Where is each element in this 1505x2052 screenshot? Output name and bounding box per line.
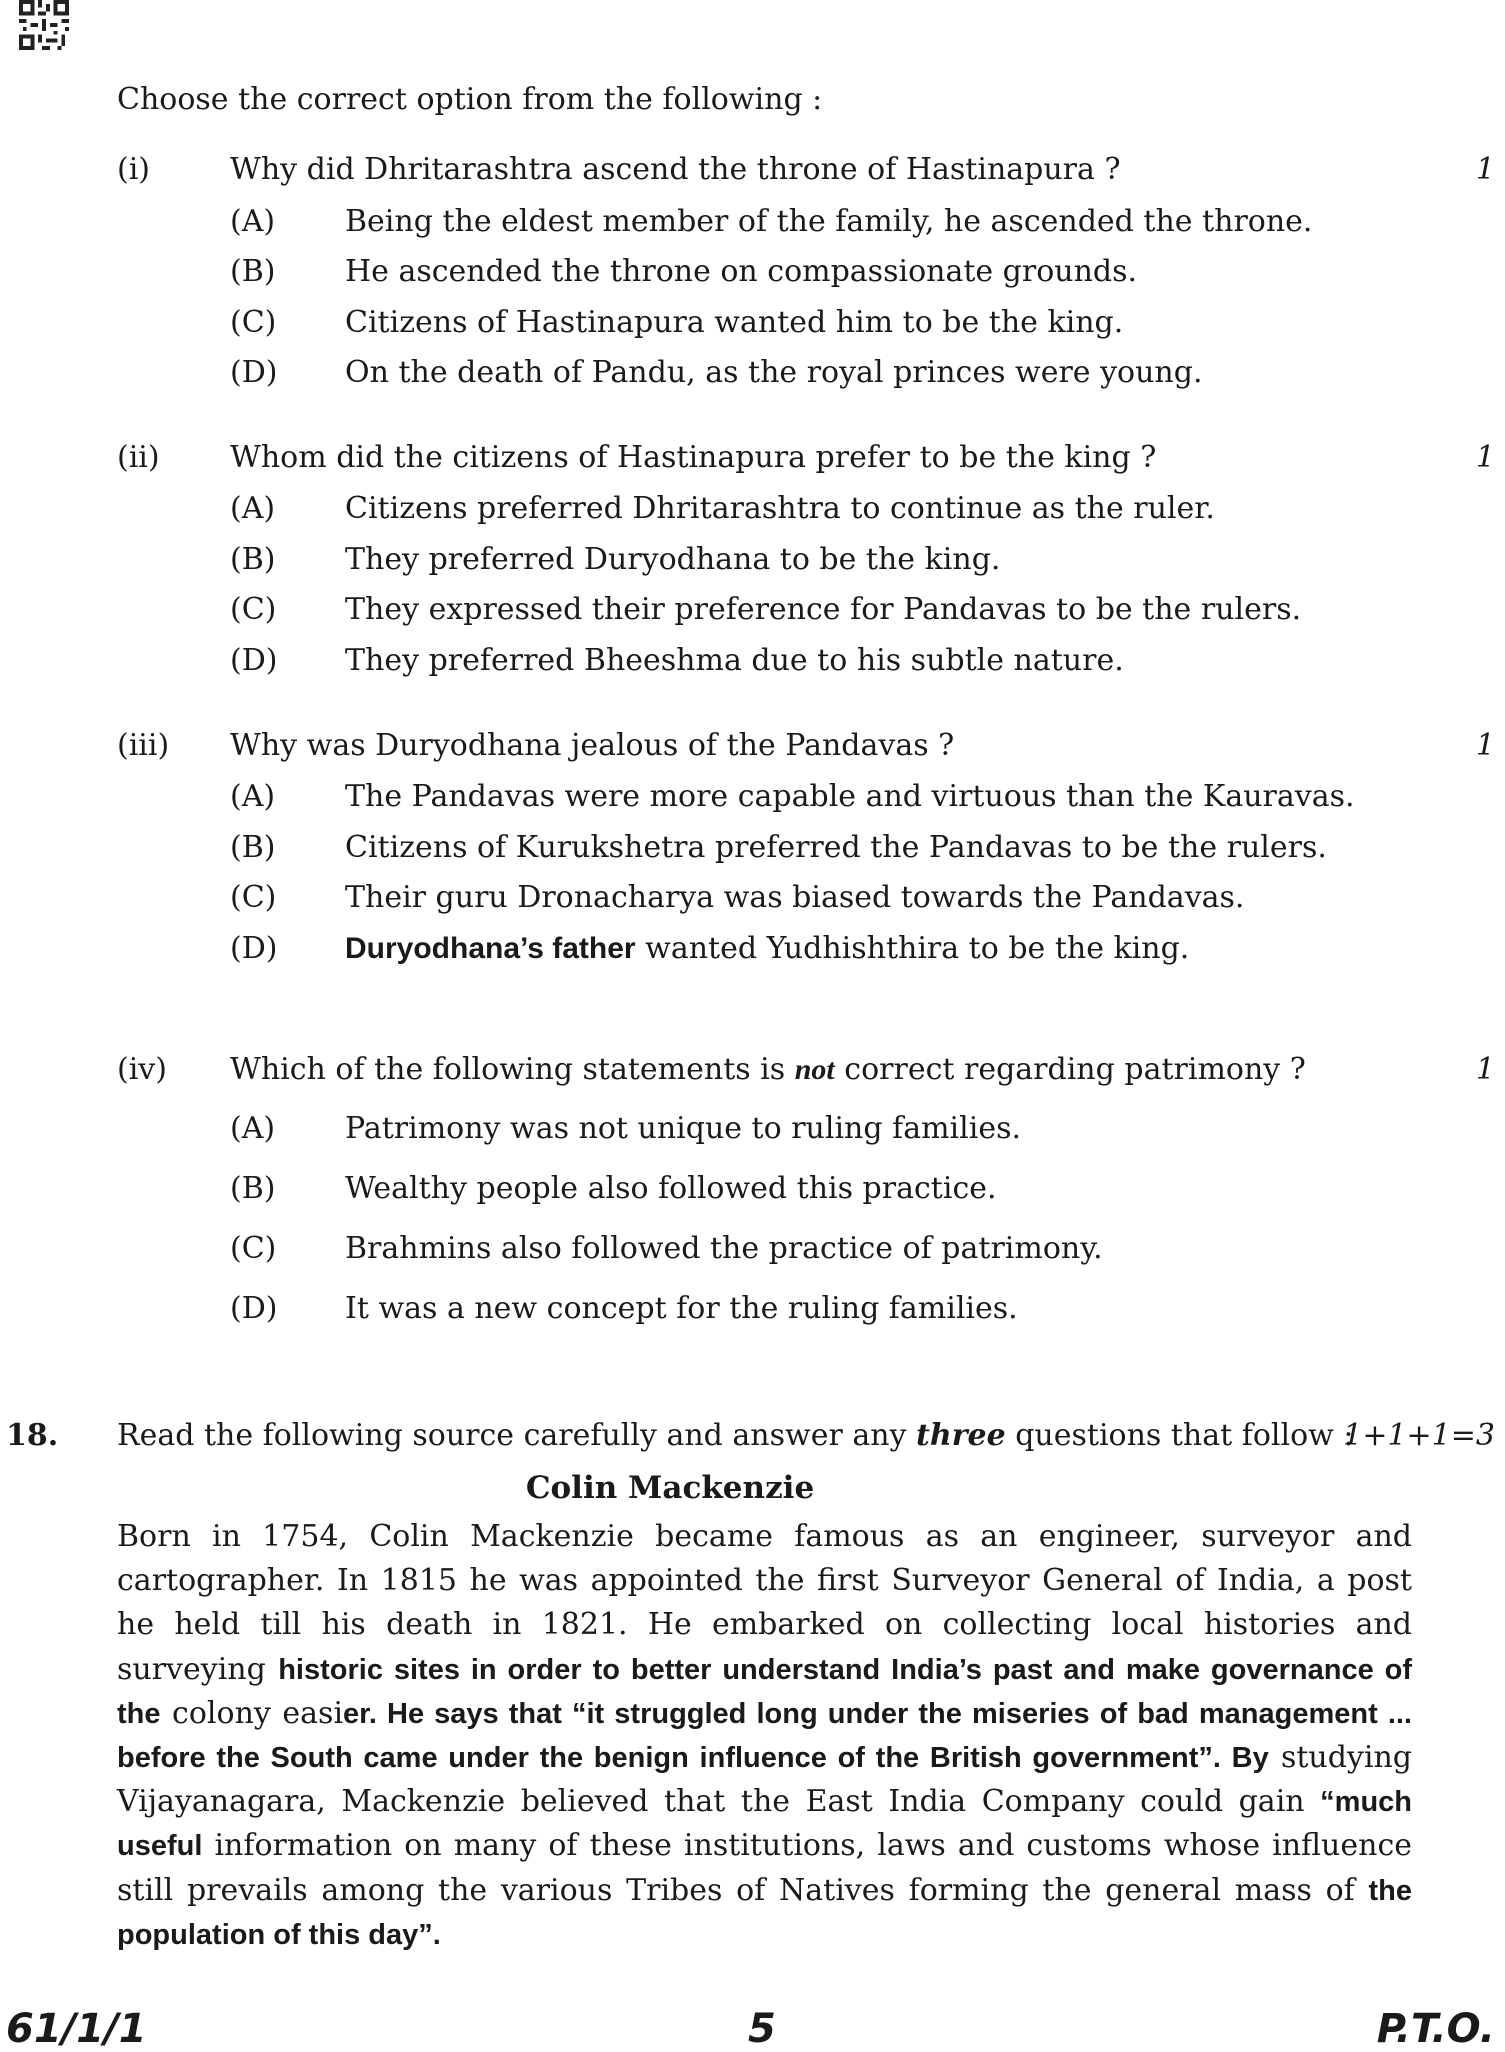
option-letter: (C)	[230, 880, 277, 915]
emphasis-text: not	[794, 1053, 835, 1086]
option-text: They expressed their preference for Pandavas to be the rulers.	[345, 592, 1302, 627]
question-text: Why did Dhritarashtra ascend the throne of Hastinapura ?	[230, 152, 1121, 187]
question-text	[230, 1052, 1306, 1087]
question-text: Why was Duryodhana jealous of the Pandavas ?	[230, 728, 955, 763]
question-number: (ii)	[117, 440, 160, 475]
option-letter: (C)	[230, 305, 277, 340]
question-marks: 1	[1475, 728, 1495, 763]
paragraph-run: information on many of these institutions, laws and customs whose influence still prevails among the various Tribes of Natives forming the general mass of	[117, 1828, 1412, 1908]
option-text: Citizens preferred Dhritarashtra to continue as the ruler.	[345, 491, 1215, 526]
option-text: On the death of Pandu, as the royal princes were young.	[345, 355, 1203, 390]
option-text: He ascended the throne on compassionate grounds.	[345, 254, 1138, 289]
option-text: Wealthy people also followed this practice.	[345, 1171, 997, 1206]
option-text: Patrimony was not unique to ruling families.	[345, 1111, 1022, 1146]
question-marks: 1	[1475, 1052, 1495, 1087]
source-title: Colin Mackenzie	[525, 1470, 815, 1506]
option-text: They preferred Duryodhana to be the king.	[345, 542, 1001, 577]
option-letter: (D)	[230, 355, 278, 390]
question-text	[117, 1418, 1353, 1453]
option-letter: (D)	[230, 1291, 278, 1326]
paragraph-run: studying Vijayanagara, Mackenzie believed that the East India Company could gain	[117, 1740, 1412, 1820]
option-letter: (A)	[230, 779, 276, 814]
question-text-part: correct regarding patrimony ?	[834, 1052, 1306, 1087]
option-text: Citizens of Hastinapura wanted him to be the king.	[345, 305, 1124, 340]
qr-code	[18, 0, 70, 50]
option-letter: (A)	[230, 491, 276, 526]
option-letter: (B)	[230, 542, 276, 577]
question-marks: 1+1+1=3	[1343, 1418, 1495, 1453]
option-letter: (C)	[230, 592, 277, 627]
option-letter: (A)	[230, 1111, 276, 1146]
paragraph-run: Born in 1754, Colin Mackenzie became famous as an engineer, surveyor and cartographer. In 1815 he was appointed the first Surveyor General of India, a post he held till his death in 1821. He embarked on collecting local histories and surveying	[117, 1519, 1412, 1687]
option-text: Brahmins also followed the practice of patrimony.	[345, 1231, 1103, 1266]
question-number: (iv)	[117, 1052, 167, 1087]
question-number: (i)	[117, 152, 151, 187]
option-text: Their guru Dronacharya was biased towards the Pandavas.	[345, 880, 1245, 915]
option-text: They preferred Bheeshma due to his subtle nature.	[345, 643, 1124, 678]
question-number: 18.	[6, 1418, 59, 1453]
question-text-part: Which of the following statements is	[230, 1052, 795, 1087]
option-rest-text: wanted Yudhishthira to be the king.	[635, 931, 1190, 966]
option-letter: (D)	[230, 643, 278, 678]
paragraph-run: colony easi	[160, 1695, 344, 1731]
option-bold-text: Duryodhana’s father	[345, 932, 636, 965]
question-marks: 1	[1475, 440, 1495, 475]
question-text: Whom did the citizens of Hastinapura prefer to be the king ?	[230, 440, 1157, 475]
option-letter: (C)	[230, 1231, 277, 1266]
option-text	[345, 931, 1189, 966]
option-letter: (B)	[230, 1171, 276, 1206]
option-text: Being the eldest member of the family, he ascended the throne.	[345, 204, 1313, 239]
option-letter: (A)	[230, 204, 276, 239]
paragraph-bold-run: the population of this day”.	[117, 1874, 1412, 1951]
option-letter: (B)	[230, 830, 276, 865]
paper-code: 61/1/1	[6, 2006, 147, 2052]
option-letter: (D)	[230, 931, 278, 966]
option-letter: (B)	[230, 254, 276, 289]
option-text: Citizens of Kurukshetra preferred the Pandavas to be the rulers.	[345, 830, 1327, 865]
emphasis-text: three	[916, 1418, 1006, 1453]
paragraph-bold-run: er. He says that “it struggled long under the miseries of bad management ... before the South came under the benign influence of the British government”. By	[117, 1697, 1412, 1775]
paragraph-bold-run: “much useful	[117, 1786, 1412, 1863]
pto-label: P.T.O.	[1376, 2006, 1495, 2052]
source-paragraph	[117, 1515, 1412, 1957]
question-text-part: Read the following source carefully and answer any	[117, 1418, 917, 1453]
question-text-part: questions that follow :	[1005, 1418, 1354, 1453]
option-text: The Pandavas were more capable and virtuous than the Kauravas.	[345, 779, 1355, 814]
page-number: 5	[748, 2006, 776, 2052]
paragraph-bold-run: historic sites in order to better understand India’s past and make governance of the	[117, 1653, 1412, 1730]
question-marks: 1	[1475, 152, 1495, 187]
instruction-text: Choose the correct option from the following :	[117, 82, 823, 117]
option-text: It was a new concept for the ruling families.	[345, 1291, 1018, 1326]
question-number: (iii)	[117, 728, 170, 763]
